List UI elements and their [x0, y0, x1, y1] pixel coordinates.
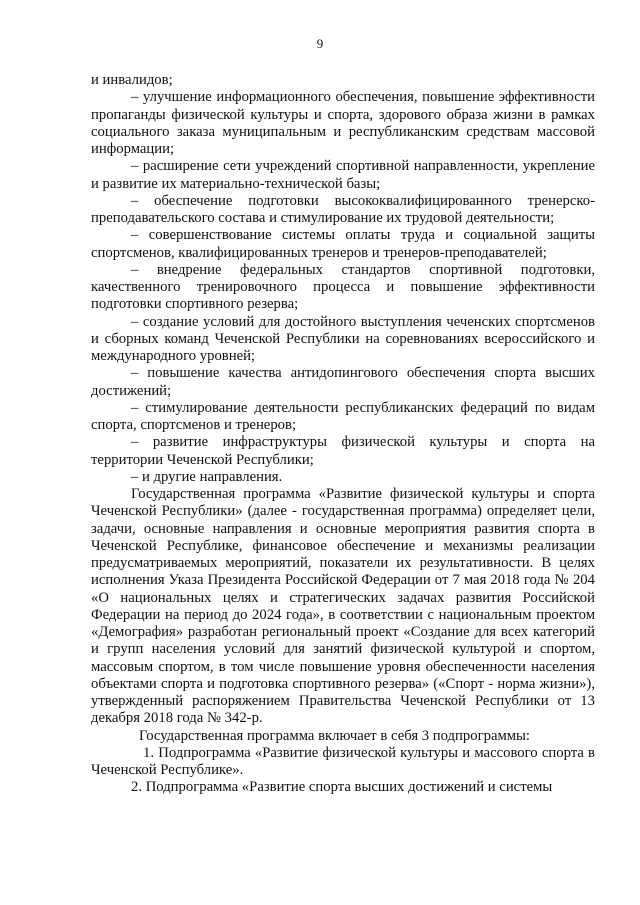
list-item-staff: – обеспечение подготовки высококвалифицированного тренерско-преподавательского состава и стимулирование их трудовой деятельности; [91, 192, 595, 226]
list-item-infrastructure: – развитие инфраструктуры физической культуры и спорта на территории Чеченской Республики; [91, 434, 595, 468]
list-item-other: – и другие направления. [131, 468, 283, 485]
list-item-information: – улучшение информационного обеспечения, повышение эффективности пропаганды физической культуры и спорта, здорового образа жизни в рамках социального заказа муниципальным и республиканским средствам массовой информации; [91, 89, 595, 157]
list-item-standards: – внедрение федеральных стандартов спортивной подготовки, качественного тренировочного процесса и повышение эффективности подготовки спортивного резерва; [91, 261, 595, 313]
document-body [91, 72, 595, 797]
list-item-conditions: – создание условий для достойного выступления чеченских спортсменов и сборных команд Чеченской Республики на соревнованиях всероссийского и международного уровней; [91, 313, 595, 364]
paragraph-subprograms-intro: Государственная программа включает в себя 3 подпрограммы: [139, 727, 531, 744]
subprogram-item-2: 2. Подпрограмма «Развитие спорта высших достижений и системы [131, 779, 553, 796]
subprogram-item-1: 1. Подпрограмма «Развитие физической культуры и массового спорта в Чеченской Республике». [91, 744, 595, 778]
paragraph-program-description: Государственная программа «Развитие физической культуры и спорта Чеченской Республики» (далее - государственная программа) определяет цели, задачи, основные направления и основные мероприятия развития спорта в Чеченской Республике, финансовое обеспечение и механизмы реализации предусматриваемых мероприятий, показатели их результативности. В целях исполнения Указа Президента Российской Федерации от 7 мая 2018 года № 204 «О национальных целях и стратегических задачах развития Российской Федерации на период до 2024 года», в соответствии с национальным проектом «Демография» разработан региональный проект «Создание для всех категорий и групп населения условий для занятий физической культурой и спортом, массовым спортом, в том числе повышение уровня обеспеченности населения объектами спорта и подготовка спортивного резерва» («Спорт - норма жизни»), утвержденный распоряжением Правительства Чеченской Республики от 13 декабря 2018 года № 342-р. [91, 486, 595, 727]
paragraph-continuation: и инвалидов; [91, 72, 173, 88]
list-item-antidoping: – повышение качества антидопингового обеспечения спорта высших достижений; [91, 365, 595, 399]
list-item-federations: – стимулирование деятельности республиканских федераций по видам спорта, спортсменов и тренеров; [91, 399, 595, 433]
page-number: 9 [316, 36, 324, 51]
list-item-network: – расширение сети учреждений спортивной направленности, укрепление и развитие их материально-технической базы; [91, 158, 595, 192]
list-item-payment: – совершенствование системы оплаты труда и социальной защиты спортсменов, квалифицированных тренеров и тренеров-преподавателей; [91, 227, 595, 261]
